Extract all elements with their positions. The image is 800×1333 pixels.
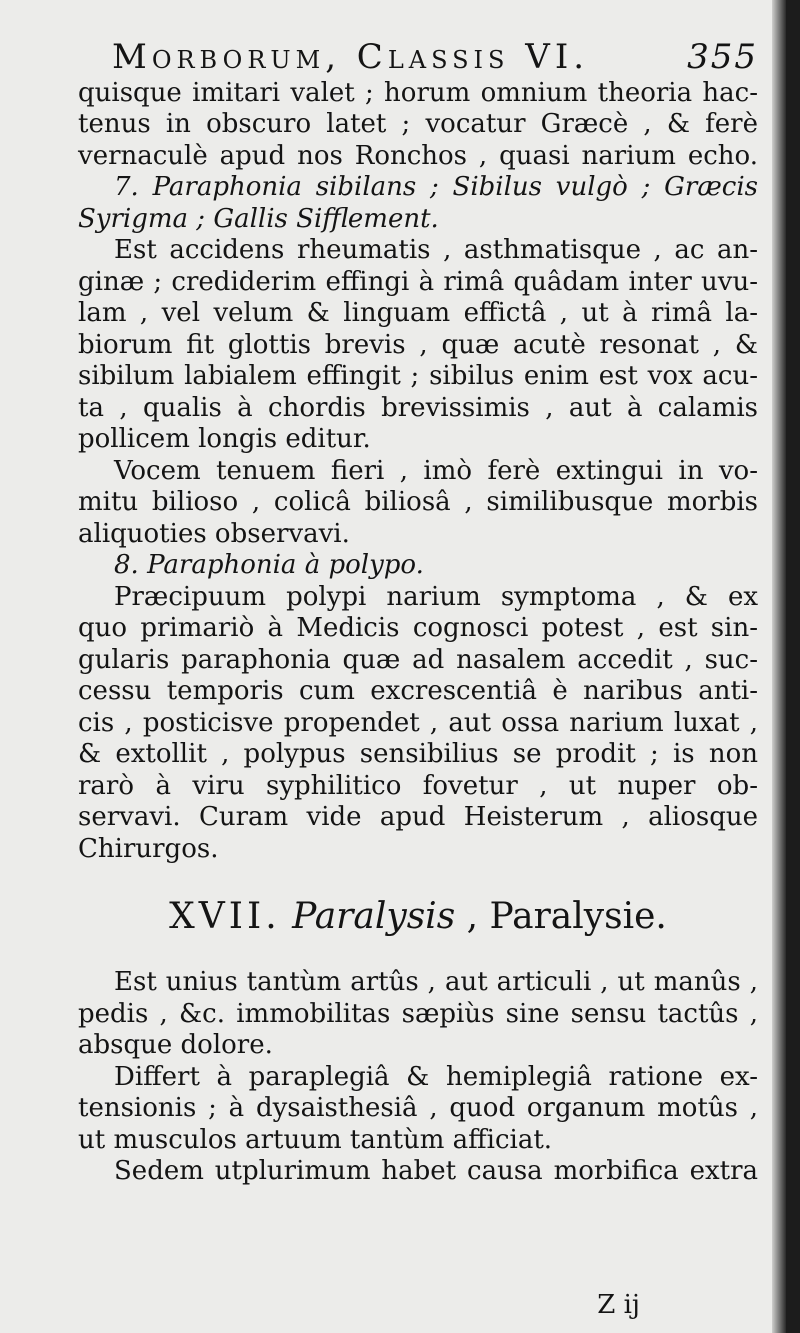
section-number: XVII.	[169, 896, 281, 937]
text-line: absque dolore.	[78, 1030, 273, 1060]
text-line: Differt à paraplegiâ & hemiplegiâ ratione ex-	[114, 1061, 758, 1092]
text-line: sibilum labialem effingit ; sibilus enim est vox acu-	[78, 361, 758, 391]
text-line: quo primariò à Medicis cognosci potest , est sin-	[78, 613, 758, 643]
text-line: cis , posticisve propendet , aut ossa narium luxat ,	[78, 707, 758, 738]
text-line: Chirurgos.	[78, 833, 219, 864]
text-line: ut musculos artuum tantùm afficiat.	[78, 1124, 553, 1155]
text-line: ta , qualis à chordis brevissimis , aut à calamis	[78, 392, 758, 423]
subheading-line: 8. Paraphonia à polypo.	[114, 550, 424, 580]
text-line: & extollit , polypus sensibilius se prodit ; is non	[78, 739, 758, 769]
text-line: Præcipuum polypi narium symptoma , & ex	[114, 581, 758, 612]
section-heading	[78, 895, 758, 939]
text-line: biorum fit glottis brevis , quæ acutè resonat , &	[78, 329, 758, 360]
text-line: quisque imitari valet ; horum omnium theoria hac-	[78, 77, 758, 108]
text-line: cessu temporis cum excrescentiâ è naribus anti-	[78, 676, 758, 706]
text-line: Sedem utplurimum habet causa morbifica extra	[114, 1156, 758, 1186]
text-line: pollicem longis editur.	[78, 424, 371, 454]
subheading-line: Syrigma ; Gallis Sifflement.	[78, 203, 439, 234]
text-line: vernaculè apud nos Ronchos , quasi narium echo.	[78, 140, 758, 171]
text-line: lam , vel velum & linguam effictâ , ut à rimâ la-	[78, 298, 758, 328]
text-line: Est unius tantùm artûs , aut articuli , ut manûs ,	[114, 967, 758, 997]
subheading-line: 7. Paraphonia sibilans ; Sibilus vulgò ; Græcis	[114, 172, 758, 202]
text-line: tenus in obscuro latet ; vocatur Græcè , & ferè	[78, 109, 758, 139]
text-line: aliquoties observavi.	[78, 518, 350, 549]
text-line: Est accidens rheumatis , asthmatisque , ac an-	[114, 235, 758, 265]
text-line: servavi. Curam vide apud Heisterum , aliosque	[78, 802, 758, 832]
text-line: ginæ ; crediderim effingi à rimâ quâdam inter uvu-	[78, 266, 758, 297]
text-line: rarò à viru syphilitico fovetur , ut nuper ob-	[78, 770, 758, 801]
page-edge-shadow	[772, 0, 786, 1333]
page-text	[78, 37, 758, 1188]
text-line: tensionis ; à dysaisthesiâ , quod organum motûs ,	[78, 1093, 758, 1123]
text-line: gularis paraphonia quæ ad nasalem accedit , suc-	[78, 644, 758, 675]
running-head-title: Morborum, Classis VI.	[112, 37, 590, 77]
page-number: 355	[687, 37, 758, 77]
section-title-french: , Paralysie.	[466, 896, 667, 937]
section-title-latin: Paralysis	[292, 896, 456, 937]
signature-mark: Z ij	[597, 1290, 640, 1320]
text-line: Vocem tenuem fieri , imò ferè extingui in vo-	[114, 455, 758, 486]
text-line: pedis , &c. immobilitas sæpiùs sine sensu tactûs ,	[78, 998, 758, 1029]
running-head	[112, 37, 758, 77]
text-line: mitu bilioso , colicâ biliosâ , similibusque morbis	[78, 487, 758, 517]
